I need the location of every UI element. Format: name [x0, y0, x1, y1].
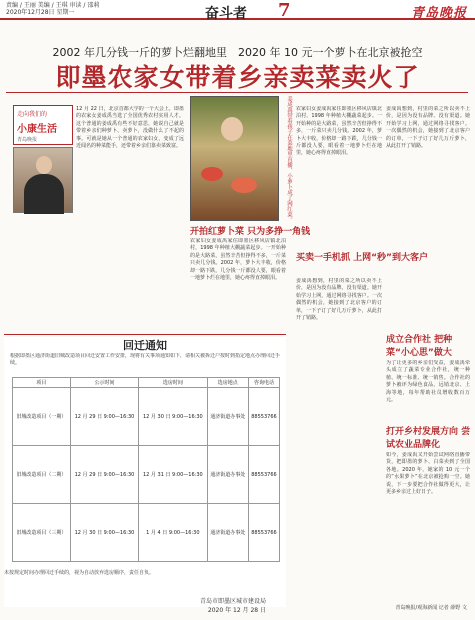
article-byline: 青岛晚报/观海新闻 记者 薛野 文 [395, 605, 467, 611]
page-number: 7 [278, 0, 291, 21]
page-header [0, 0, 475, 20]
table-row [13, 388, 280, 446]
table-cell: 12 月 30 日 9:00—16:30 [70, 504, 138, 562]
article-photo [190, 96, 279, 221]
reporter-portrait [13, 147, 73, 213]
table-cell: 88553766 [248, 388, 279, 446]
section-4-text: 如今，姜成禹又开始尝试网络直播带货，把即墨的萝卜、白菜卖到了全国各地。2020 年，她家的 10 元一个的“水果萝卜”在北京被抢购一空。她说，下一步要把合作社做得更大，让更多乡亲过上好日子。 [386, 452, 470, 496]
radish-shape [201, 167, 223, 181]
table-cell: 12 月 30 日 9:00—16:30 [139, 388, 207, 446]
section-3-text: 为了让更多的乡亲们受益，姜成禹牵头成立了蔬菜专业合作社，统一种植、统一标准、统一销售。合作社的萝卜被评为绿色食品，远销北京、上海等地，每年帮助社员增收数百万元。 [386, 360, 470, 404]
column-logo [13, 105, 73, 145]
headline-divider [6, 92, 468, 93]
table-cell: 88553766 [248, 504, 279, 562]
notice-intro: 根据即墨区通济街道旧城改造项目回迁安置工作安排，现将有关事项通知如下，请相关被拆迁户按时到指定地点办理回迁手续。 [10, 353, 280, 367]
table-header-row [13, 378, 280, 388]
section-1-text: 农家妇女姜成禹家住即墨区移风店镇北泊村，1998 年种植大棚蔬菜起步。一开始种的是大路菜，虽然辛苦但挣得不多，一斤菜只卖几分钱。2002 年，萝卜大丰收，价格却一路下跌，几分钱一斤都没人要，眼看着一地萝卜烂在地里，她心疼得直掉眼泪。 [190, 238, 286, 282]
table-row [13, 504, 280, 562]
article-lead: 12 月 22 日，北京首都大学的一个大会上，即墨的农家女姜成禹当选了全国优秀农村实用人才。这个普通的姜成禹有些不好意思，她说自己就是带着乡亲们种萝卜、卖萝卜，没做什么了不起的事。可就是她从一个普通的农家妇女，变成了远近闻名的种菜能手，还带着乡亲们靠卖菜致富。 [76, 106, 184, 150]
col-header: 公示时间 [70, 378, 138, 388]
portrait-body [24, 174, 64, 214]
table-cell: 通济街道办事处 [207, 504, 248, 562]
notice-signature [4, 596, 286, 614]
table-row [13, 446, 280, 504]
radish-shape [231, 177, 257, 193]
section-4-title: 打开乡村发展方向 尝试农业品牌化 [386, 427, 471, 450]
article-headline: 即墨农家女带着乡亲卖菜卖火了 [55, 63, 420, 92]
header-meta [6, 2, 99, 16]
table-cell: 旧城改造项目（一期） [13, 388, 71, 446]
col-header: 选房时间 [139, 378, 207, 388]
table-cell: 1 月 4 日 9:00—16:30 [139, 504, 207, 562]
column-logo-slogan: 青岛晚报 [17, 137, 38, 143]
col-header: 项目 [13, 378, 71, 388]
schedule-table [12, 377, 280, 562]
header-editors: 责编 / 王丽 美编 / 王琪 审读 / 邵莉 [6, 2, 100, 9]
column-logo-tag: 走向我们的 [17, 111, 48, 118]
col-header: 咨询电话 [248, 378, 279, 388]
table-cell: 12 月 29 日 9:00—16:30 [70, 446, 138, 504]
column-logo-title: 小康生活 [17, 124, 57, 135]
section-2-continued: 姜成禹想到，村里的菜之所以卖不上价，是因为没有品牌、没有渠道。她开始学习上网，通过网络寻找客户。一次偶然的机会，她接到了北京客户的订单，一下子订了好几万斤萝卜，从此打开了销路。 [386, 106, 470, 150]
section-1-continued: 农家妇女姜成禹家住即墨区移风店镇北泊村，1998 年种植大棚蔬菜起步。一开始种的是大路菜，虽然辛苦但挣得不多，一斤菜只卖几分钱。2002 年，萝卜大丰收，价格却一路下跌，几分钱一斤都没人要，眼看着一地萝卜烂在地里，她心疼得直掉眼泪。 [296, 106, 382, 157]
table-cell: 通济街道办事处 [207, 446, 248, 504]
section-1-title: 开拍红萝卜菜 只为多挣一角钱 [190, 227, 311, 237]
person-face-shape [221, 117, 243, 141]
section-2-text: 姜成禹想到，村里的菜之所以卖不上价，是因为没有品牌、没有渠道。她开始学习上网，通过网络寻找客户。一次偶然的机会，她接到了北京客户的订单，一下子订了好几万斤萝卜，从此打开了销路。 [296, 278, 382, 322]
relocation-notice [4, 337, 286, 607]
section-title: 奋斗者 [205, 6, 247, 22]
section-3-title: 成立合作社 把种菜“小心思”做大 [386, 335, 453, 358]
notice-org: 青岛市即墨区城市建设局 [199, 598, 266, 605]
notice-footer: 未按规定时间办理回迁手续的，视为自动放弃选房顺序，责任自负。 [4, 570, 155, 576]
notice-date: 2020 年 12 月 28 日 [207, 607, 266, 614]
col-header: 选房地点 [207, 378, 248, 388]
table-cell: 通济街道办事处 [207, 388, 248, 446]
notice-divider [4, 334, 286, 335]
portrait-face [36, 156, 52, 174]
header-date: 2020年12月28日 星期一 [6, 9, 75, 16]
table-cell: 12 月 31 日 9:00—16:30 [139, 446, 207, 504]
newspaper-logo: 青岛晚报 [410, 6, 467, 21]
table-cell: 12 月 29 日 9:00—16:30 [70, 388, 138, 446]
table-cell: 旧城改造项目（三期） [13, 504, 71, 562]
notice-title: 回迁通知 [123, 339, 167, 352]
table-cell: 88553766 [248, 446, 279, 504]
photo-caption: 姜成禹带着孩子在菜地里直播，小萝卜成了网红菜。 [286, 96, 292, 223]
article-subhead: 2002 年几分钱一斤的萝卜烂翻地里 2020 年 10 元一个萝卜在北京被抢空 [52, 46, 423, 59]
table-cell: 旧城改造项目（二期） [13, 446, 71, 504]
section-2-title: 买卖一手机抓 上网“秒”到大客户 [296, 253, 428, 263]
